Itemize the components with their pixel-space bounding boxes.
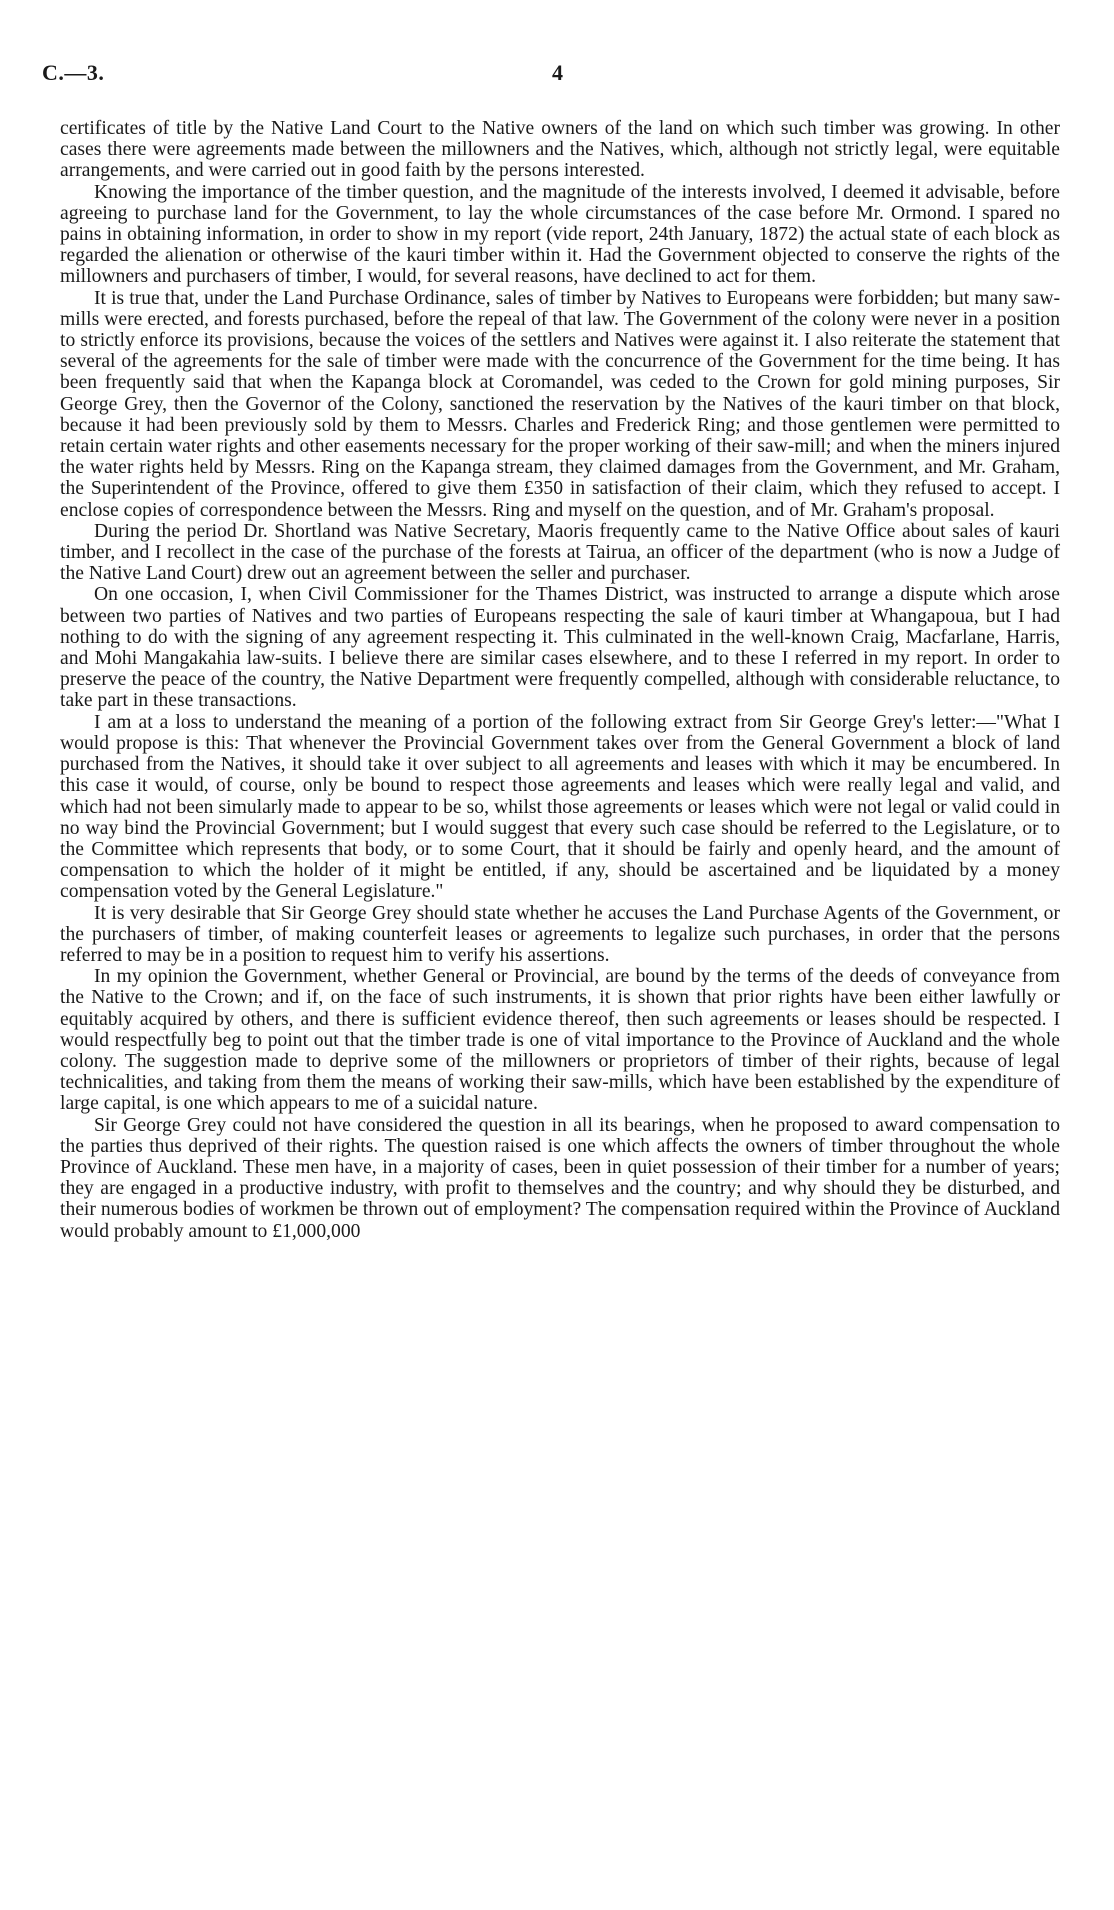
body-text	[60, 118, 1060, 1242]
paragraph-3: It is true that, under the Land Purchase Ordinance, sales of timber by Natives to Europeans were forbidden; but many saw-mills were erected, and forests purchased, before the repeal of that law. The Government of the colony were never in a position to strictly enforce its provisions, because the voices of the settlers and Natives were against it. I also reiterate the statement that several of the agreements for the sale of timber were made with the concurrence of the Government for the time being. It has been frequently said that when the Kapanga block at Coromandel, was ceded to the Crown for gold mining purposes, Sir George Grey, then the Governor of the Colony, sanctioned the reservation by the Natives of the kauri timber on that block, because it had been previously sold by them to Messrs. Charles and Frederick Ring; and those gentlemen were permitted to retain certain water rights and other easements necessary for the proper working of their saw-mill; and when the miners injured the water rights held by Messrs. Ring on the Kapanga stream, they claimed damages from the Government, and Mr. Graham, the Superintendent of the Province, offered to give them £350 in satisfaction of their claim, which they refused to accept. I enclose copies of correspondence between the Messrs. Ring and myself on the question, and of Mr. Graham's proposal.	[60, 287, 1060, 521]
paragraph-7: It is very desirable that Sir George Grey should state whether he accuses the Land Purchase Agents of the Government, or the purchasers of timber, of making counterfeit leases or agreements to legalize such purchases, in order that the persons referred to may be in a position to request him to verify his assertions.	[60, 902, 1060, 966]
paragraph-5: On one occasion, I, when Civil Commissioner for the Thames District, was instructed to arrange a dispute which arose between two parties of Natives and two parties of Europeans respecting the sale of kauri timber at Whangapoua, but I had nothing to do with the signing of any agreement respecting it. This culminated in the well-known Craig, Macfarlane, Harris, and Mohi Mangakahia law-suits. I believe there are similar cases elsewhere, and to these I referred in my report. In order to preserve the peace of the country, the Native Department were frequently compelled, although with considerable reluctance, to take part in these transactions.	[60, 584, 1060, 712]
paragraph-2: Knowing the importance of the timber question, and the magnitude of the interests involved, I deemed it advisable, before agreeing to purchase land for the Government, to lay the whole circumstances of the case before Mr. Ormond. I spared no pains in obtaining information, in order to show in my report (vide report, 24th January, 1872) the actual state of each block as regarded the alienation or otherwise of the kauri timber within it. Had the Government objected to conserve the rights of the millowners and purchasers of timber, I would, for several reasons, have declined to act for them.	[60, 181, 1060, 288]
paragraph-8: In my opinion the Government, whether General or Provincial, are bound by the terms of the deeds of conveyance from the Native to the Crown; and if, on the face of such instruments, it is shown that prior rights have been either lawfully or equitably acquired by others, and there is sufficient evidence thereof, then such agreements or leases should be respected. I would respectfully beg to point out that the timber trade is one of vital importance to the Province of Auckland and the whole colony. The suggestion made to deprive some of the millowners or proprietors of timber of their rights, because of legal technicalities, and taking from them the means of working their saw-mills, which have been established by the expenditure of large capital, is one which appears to me of a suicidal nature.	[60, 966, 1060, 1115]
paragraph-9: Sir George Grey could not have considered the question in all its bearings, when he proposed to award compensation to the parties thus deprived of their rights. The question raised is one which affects the owners of timber throughout the whole Province of Auckland. These men have, in a majority of cases, been in quiet possession of their timber for a number of years; they are engaged in a productive industry, with profit to themselves and the country; and why should they be disturbed, and their numerous bodies of workmen be thrown out of employment? The compensation required within the Province of Auckland would probably amount to £1,000,000	[60, 1114, 1060, 1242]
document-reference: C.—3.	[42, 60, 105, 85]
page-number: 4	[552, 60, 563, 85]
paragraph-1: certificates of title by the Native Land Court to the Native owners of the land on which such timber was growing. In other cases there were agreements made between the millowners and the Natives, which, although not strictly legal, were equitable arrangements, and were carried out in good faith by the persons interested.	[60, 118, 1060, 182]
page-header	[42, 60, 1072, 90]
paragraph-6: I am at a loss to understand the meaning of a portion of the following extract from Sir George Grey's letter:—"What I would propose is this: That whenever the Provincial Government takes over from the General Government a block of land purchased from the Natives, it should take it over subject to all agreements and leases with which it may be encumbered. In this case it would, of course, only be bound to respect those agreements and leases which were really legal and valid, and which had not been simularly made to appear to be so, whilst those agreements or leases which were not legal or valid could in no way bind the Provincial Government; but I would suggest that every such case should be referred to the Legislature, or to the Committee which represents that body, or to some Court, that it should be fairly and openly heard, and the amount of compensation to which the holder of it might be entitled, if any, should be ascertained and be liquidated by a money compensation voted by the General Legislature."	[60, 711, 1060, 903]
paragraph-4: During the period Dr. Shortland was Native Secretary, Maoris frequently came to the Native Office about sales of kauri timber, and I recollect in the case of the purchase of the forests at Tairua, an officer of the department (who is now a Judge of the Native Land Court) drew out an agreement between the seller and purchaser.	[60, 520, 1060, 585]
